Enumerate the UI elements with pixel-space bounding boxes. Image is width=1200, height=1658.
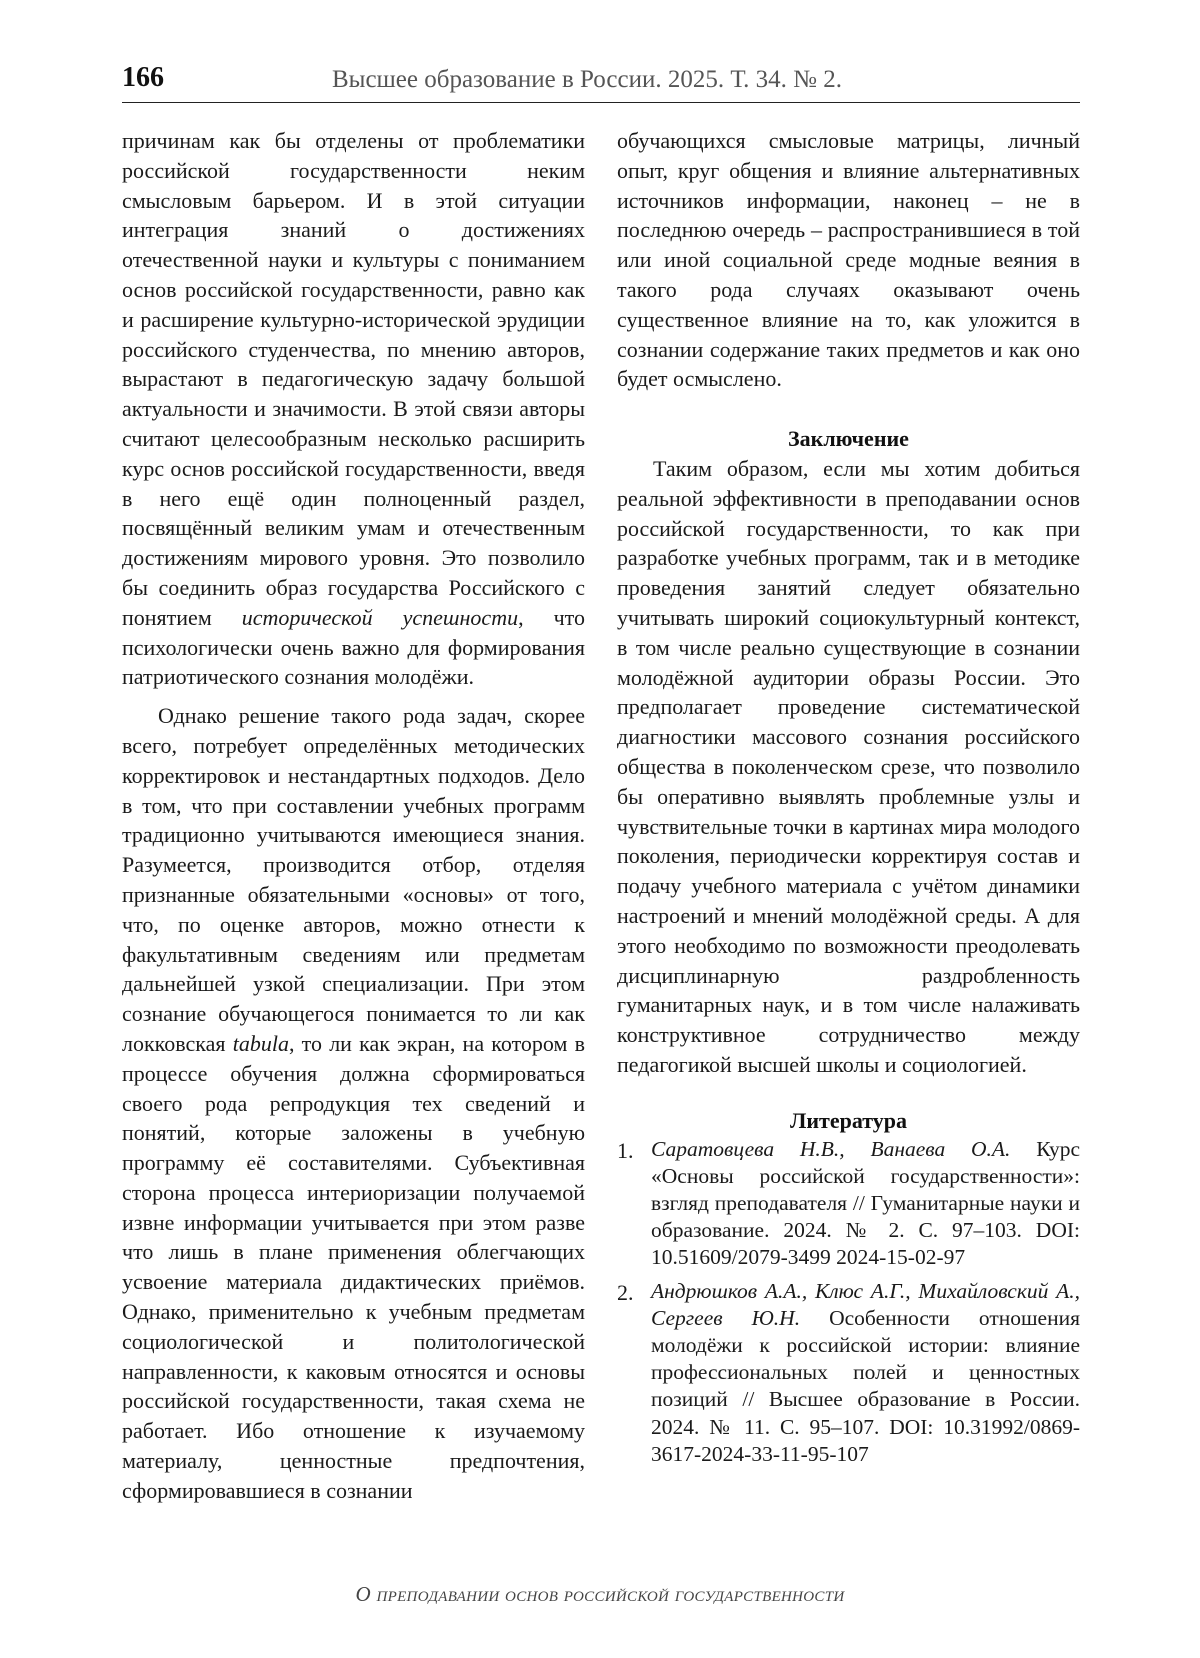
conclusion-paragraph: Таким образом, если мы хотим добиться реальной эффективности в преподавании основ российской государственности, то как при разработке учебных программ, так и в методике проведения занятий следует обязательно учитывать широкий социокультурный контекст, в том числе реально существующие в сознании молодёжной аудитории образы России. Это предполагает проведение систематической диагностики массового сознания российского общества в поколенческом срезе, что позволило бы оперативно выявлять проблемные узлы и чувствительные точки в картинах мира молодого поколения, периодически корректируя состав и подачу учебного материала с учётом динамики настроений и мнений молодёжной среды. А для этого необходимо по возможности преодолевать дисциплинарную раздробленность гуманитарных наук, и в том числе налаживать конструктивное сотрудничество между педагогикой высшей школы и социологией. <box>617 455 1080 1077</box>
running-footer: О преподавании основ российской государственности <box>355 1582 845 1606</box>
section-heading-conclusion: Заключение <box>788 426 909 452</box>
paragraph-text: причинам как бы отделены от проблематики российской государственности неким смысловым барьером. И в этой ситуации интеграция знаний о достижениях отечественной науки и культуры с пониманием основ российской государственности, равно как и расширение культурно-исторической эрудиции российского студенчества, по мнению авторов, вырастают в педагогическую задачу большой актуальности и значимости. В этой связи авторы считают целесообразным несколько расширить курс основ российской государственности, введя в него ещё один полноценный раздел, посвящённый великим умам и отечественным достижениям мирового уровня. Это позволило бы соединить образ государства Российского с понятием <box>122 128 585 630</box>
page-number: 166 <box>122 62 164 93</box>
paragraph-text: , что психологически очень важно для формирования патриотического сознания молодёжи. <box>122 604 585 690</box>
paragraph-continued <box>122 126 585 692</box>
journal-title: Высшее образование в России. 2025. Т. 34. № 2. <box>331 66 842 93</box>
reference-authors: Андрюшков А.А., Клюс А.Г., Михайловский А., Сергеев Ю.Н. <box>651 1278 1080 1330</box>
paragraph-continued: обучающихся смысловые матрицы, личный опыт, круг общения и влияние альтернативных источников информации, наконец – не в последнюю очередь – распространившиеся в той или иной социальной среде модные веяния в такого рода случаях оказывают очень существенное влияние на то, как уложится в сознании содержание таких предметов и как оно будет осмыслено. <box>617 128 1080 392</box>
reference-text: Особенности отношения молодёжи к российской истории: влияние профессиональных полей и ценностных позиций // Высшее образование в России. 2024. № 11. С. 95–107. DOI: 10.31992/0869-3617-2024-33-11-95-107 <box>651 1305 1080 1466</box>
paragraph-text: Однако решение такого рода задач, скорее всего, потребует определённых методических корректировок и нестандартных подходов. Дело в том, что при составлении учебных программ традиционно учитываются имеющиеся знания. Разумеется, производится отбор, отделяя признанные обязательными «основы» от того, что, по оценке авторов, можно отнести к факультативным сведениям или предметам дальнейшей узкой специализации. При этом сознание обучающегося понимается то ли как локковская <box>122 703 585 1056</box>
section-heading-references: Литература <box>789 1107 908 1133</box>
reference-body <box>651 1278 1080 1468</box>
reference-item <box>617 1136 1080 1272</box>
reference-authors: Саратовцева Н.В., Ванаева О.А. <box>651 1136 1011 1161</box>
page-header <box>122 62 1080 103</box>
reference-body <box>651 1136 1080 1272</box>
paragraph-text: , то ли как экран, на котором в процессе обучения должна сформироваться своего рода репродукция тех сведений и понятий, которые заложены в учебную программу её составителями. Субъективная сторона процесса интериоризации получаемой извне информации учитывается при этом разве что лишь в плане применения облегчающих усвоение материала дидактических приёмов. Однако, применительно к учебным предметам социологической и политологической направленности, к каковым относятся и основы российской государственности, такая схема не работает. Ибо отношение к изучаемому материалу, ценностные предпочтения, сформировавшиеся в сознании <box>122 1030 585 1503</box>
reference-number: 1. <box>617 1137 634 1163</box>
paragraph <box>122 701 585 1506</box>
reference-number: 2. <box>617 1279 634 1305</box>
reference-text: Курс «Основы российской государственности»: взгляд преподавателя // Гуманитарные науки и образование. 2024. № 2. С. 97–103. DOI: 10.51609/2079-3499 2024-15-02-97 <box>651 1136 1080 1270</box>
reference-item <box>617 1278 1080 1468</box>
emphasis-text: исторической успешности <box>241 604 519 630</box>
left-column <box>122 126 585 1538</box>
right-column <box>617 126 1080 1538</box>
reference-list <box>617 1136 1080 1468</box>
emphasis-text: tabula <box>232 1030 289 1056</box>
